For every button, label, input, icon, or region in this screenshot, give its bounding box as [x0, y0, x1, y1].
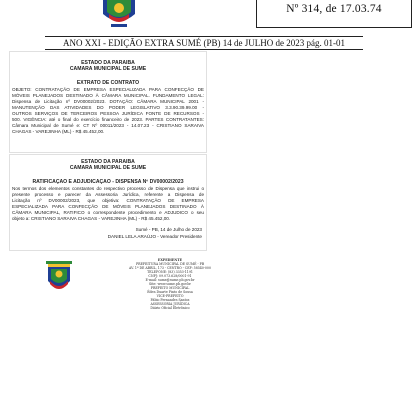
contract-line: Câmara Municipal de Sumé e: CT Nº 00011/2023 - 14.07.23 - CRISTIANO SARAIVA — [12, 123, 204, 128]
ratification-signature: DANIEL LELA ARAÚJO - Vereador Presidente — [107, 234, 202, 239]
footer-line: PREFEITURA MUNICIPAL DE SUMÉ - PB — [135, 262, 205, 266]
ratification-chamber: CÂMARA MUNICIPAL DE SUMÉ — [69, 165, 147, 171]
edition-line: ANO XXI - EDIÇÃO EXTRA SUMÉ (PB) 14 de JULHO de 2023 pág. 01-01 — [63, 38, 345, 48]
contract-line: MANUTENÇÃO DAS ATIVIDADES DO PODER LEGISLATIVO 3.3.90.39.99.00 - — [12, 105, 204, 110]
footer-line: E-mail: sume@sume.pb.gov.br — [145, 278, 195, 282]
contract-title: EXTRATO DE CONTRATO — [76, 80, 140, 86]
ratification-line: presente processo e parecer da Assessoria Jurídica, referente a Dispensa de — [12, 192, 204, 197]
ratification-line: ESPECIALIZADA PARA CONFECÇÃO DE MÓVEIS PLANEJADOS DESTINADO À — [12, 204, 204, 209]
contract-line: OUTROS SERVIÇOS DE TERCEIROS PESSOA JURÍDICA FONTE DE RECURSOS - — [12, 111, 204, 116]
footer-line: TELEFONE: (83) 3353-1191 — [147, 270, 193, 274]
law-reference: Nº 314, de 17.03.74 — [286, 3, 382, 15]
ratification-clipping — [10, 155, 206, 250]
edition-bar — [45, 36, 363, 50]
contract-line: OBJETO: CONTRATAÇÃO DE EMPRESA ESPECIALIZADA PARA CONFECÇÃO DE — [12, 87, 204, 92]
footer-line: Site: www.sume.pb.gov.br — [149, 282, 191, 286]
footer-line: Diário Oficial Eletrônico — [150, 306, 190, 310]
footer-line: EXPEDIENTE — [157, 258, 183, 262]
ratification-title: RATIFICAÇÃO E ADJUDICAÇÃO - DISPENSA Nº DV00002/2023 — [32, 179, 184, 185]
footer-line: AV. 1º DE ABRIL, 173 - CENTRO - CEP: 58540-000 — [129, 266, 211, 270]
footer-line: PREFEITO MUNICIPAL — [150, 286, 190, 290]
footer-line: CNPJ: 09.073.628/0001-91 — [148, 274, 192, 278]
law-reference-box — [256, 0, 412, 28]
contract-line: MÓVEIS PLANEJADOS DESTINADO À CÂMARA MUNICIPAL. FUNDAMENTO LEGAL: — [12, 93, 204, 98]
contract-line: 500. VIGÊNCIA: até o final do exercício financeiro de 2023. PARTES CONTRATANTES: — [12, 117, 204, 122]
contract-state: ESTADO DA PARAÍBA — [81, 60, 135, 66]
ratification-state: ESTADO DA PARAÍBA — [81, 159, 135, 165]
footer-line: Éden Duarte Pinto de Sousa — [147, 290, 193, 294]
contract-chamber: CÂMARA MUNICIPAL DE SUMÉ — [69, 66, 147, 72]
municipal-logo-top — [95, 0, 143, 30]
ratification-line: CÂMARA MUNICIPAL, RATIFICO o correspondente procedimento e ADJUDICO o seu — [12, 210, 204, 215]
contract-line: Dispensa de Licitação nº DV00002/2023. DOTAÇÃO: CÂMARA MUNICIPAL 2001 - — [12, 99, 204, 104]
ratification-line: objeto a: CRISTIANO SARAIVA CHAGAS - VAREJINHA (ML) - R$ 45.452,00. — [12, 216, 171, 221]
footer-line: Fábio Fernandes Santos — [150, 298, 190, 302]
contract-extract-clipping — [10, 52, 206, 152]
ratification-line: Licitação nº DV00002/2023, que objetiva: CONTRATAÇÃO DE EMPRESA — [12, 198, 204, 203]
footer-line: ASSESSORIA JURÍDICA — [150, 302, 190, 306]
ratification-line: Nos termos dos elementos constantes do respectivo processo de Dispensa que instrui o — [12, 186, 204, 191]
footer-line: VICE-PREFEITO — [156, 294, 184, 298]
ratification-date: Sumé - PB, 14 de Julho de 2023 — [135, 227, 202, 232]
contract-line: CHAGAS - VAREJINHA (ML) - R$ 45.452,00. — [12, 129, 105, 134]
